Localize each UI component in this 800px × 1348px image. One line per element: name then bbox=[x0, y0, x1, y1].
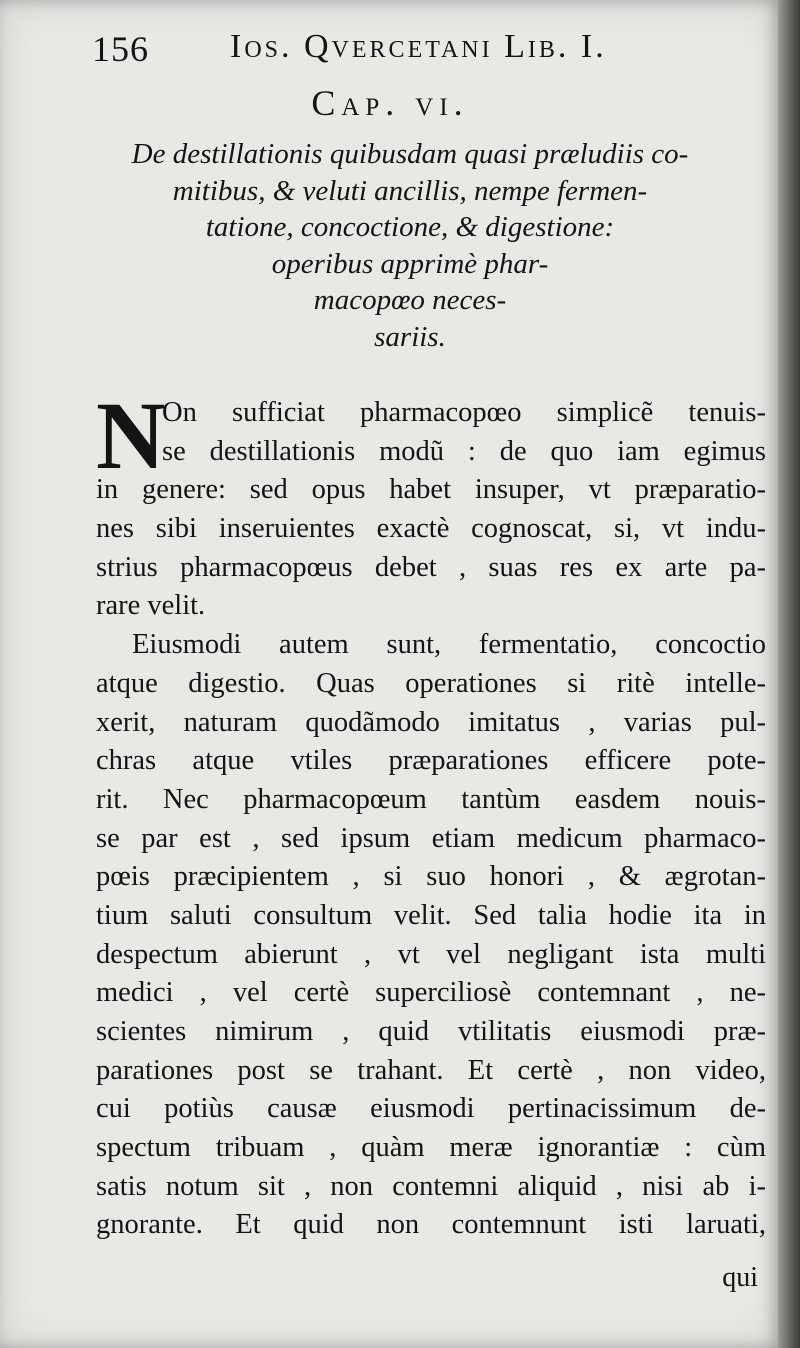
text-line: in genere: sed opus habet insuper, vt præparatio- bbox=[96, 474, 766, 506]
text-line: despectum abierunt , vt vel negligant ista multi bbox=[96, 938, 766, 970]
text-line: nes sibi inseruientes exactè cognoscat, si, vt indu- bbox=[96, 513, 766, 545]
text-line: spectum tribuam , quàm meræ ignorantiæ : cùm bbox=[96, 1132, 766, 1164]
text-line: tium saluti consultum velit. Sed talia hodie ita in bbox=[96, 899, 766, 931]
page-number: 156 bbox=[92, 29, 149, 69]
text-line: atque digestio. Quas operationes si ritè intelle- bbox=[96, 667, 766, 699]
text-line: satis notum sit , non contemni aliquid , nisi ab i- bbox=[96, 1170, 766, 1202]
text-line: medici , vel certè superciliosè contemnant , ne- bbox=[96, 977, 766, 1009]
text-line: chras atque vtiles præparationes efficere pote- bbox=[96, 745, 766, 777]
text-line: rit. Nec pharmacopœum tantùm easdem nouis- bbox=[96, 783, 766, 815]
subtitle-line: De destillationis quibusdam quasi præludiis co- bbox=[131, 138, 689, 170]
text-line: xerit, naturam quodãmodo imitatus , varias pul- bbox=[96, 706, 766, 738]
text-line: Eiusmodi autem sunt, fermentatio, concoctio bbox=[132, 629, 766, 661]
body-text bbox=[96, 382, 766, 1245]
text-line: gnorante. Et quid non contemnunt isti laruati, bbox=[96, 1209, 766, 1241]
text-line: se destillationis modũ : de quo iam egimus bbox=[162, 435, 766, 467]
running-title: Ios. Qvercetani Lib. I. bbox=[230, 28, 607, 65]
subtitle-line: tatione, concoctione, & digestione: bbox=[205, 211, 615, 243]
page-gutter bbox=[778, 0, 800, 1348]
text-line: se par est , sed ipsum etiam medicum pharmaco- bbox=[96, 822, 766, 854]
text-line: On sufficiat pharmacopœo simplicẽ tenuis- bbox=[162, 397, 766, 428]
text-line: cui potiùs causæ eiusmodi pertinacissimum de- bbox=[96, 1093, 766, 1125]
paragraph-2 bbox=[96, 626, 766, 1245]
chapter-subtitle bbox=[60, 136, 760, 355]
running-head bbox=[92, 28, 672, 78]
drop-cap: N bbox=[96, 382, 166, 489]
chapter-heading: Cap. vi. bbox=[311, 83, 469, 123]
subtitle-line: mitibus, & veluti ancillis, nempe fermen- bbox=[172, 174, 648, 207]
text-line: scientes nimirum , quid vtilitatis eiusmodi præ- bbox=[96, 1016, 766, 1047]
text-line: rare velit. bbox=[96, 590, 206, 622]
text-line: pœis præcipientem , si suo honori , & ægrotan- bbox=[96, 861, 766, 893]
paragraph-1 bbox=[96, 382, 766, 626]
subtitle-line: sariis. bbox=[374, 320, 446, 353]
subtitle-line: operibus apprimè phar- bbox=[271, 247, 549, 280]
subtitle-line: macopœo neces- bbox=[313, 284, 507, 316]
text-line: strius pharmacopœus debet , suas res ex arte pa- bbox=[96, 551, 766, 583]
text-line: parationes post se trahant. Et certè , non video, bbox=[96, 1054, 766, 1086]
catchword: qui bbox=[722, 1262, 758, 1293]
